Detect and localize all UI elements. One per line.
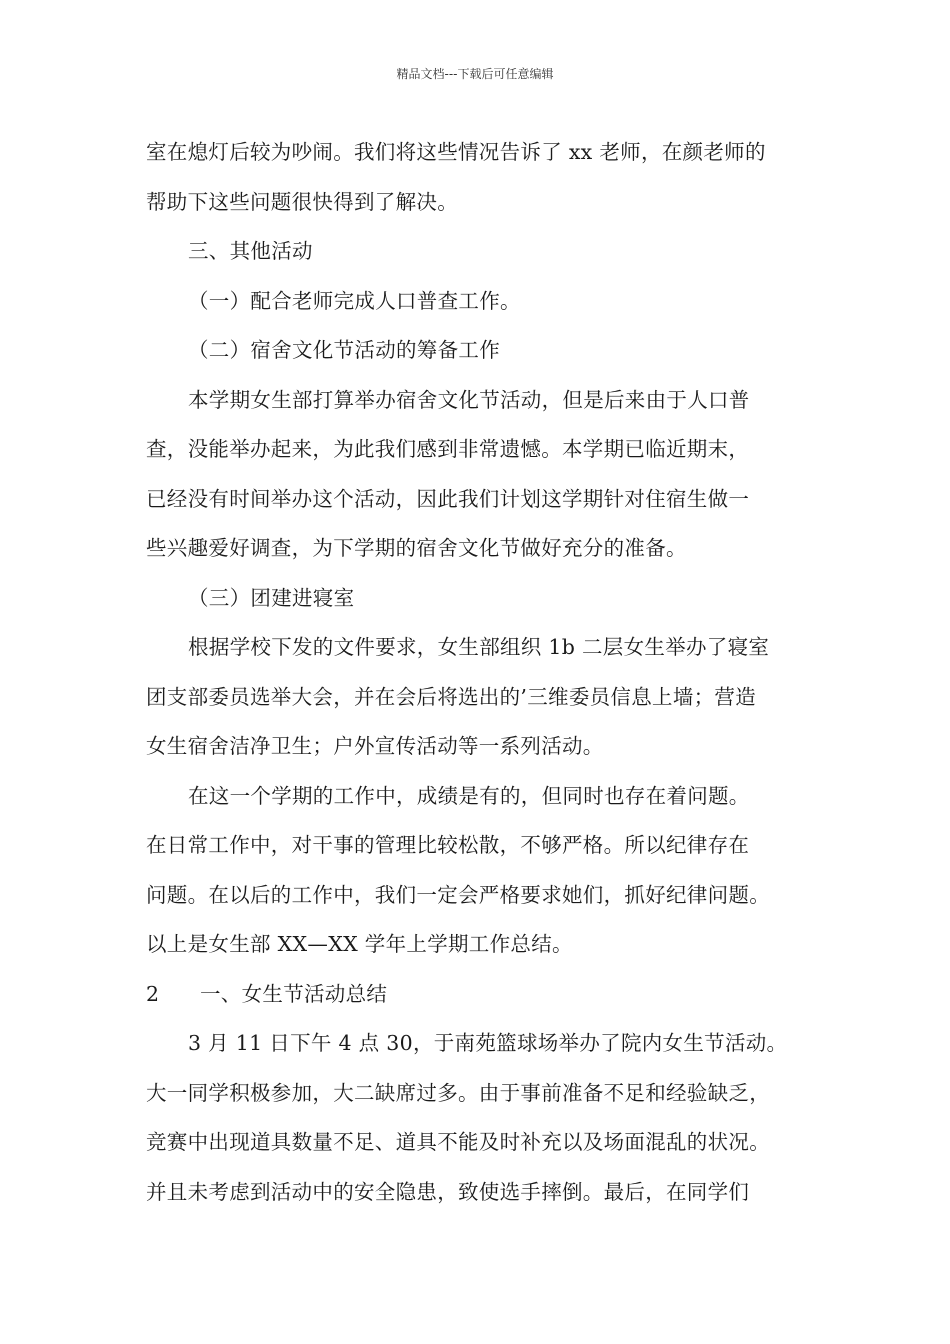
subsection-heading: （三）团建进寝室 [188,585,355,610]
paragraph-line: 大一同学积极参加，大二缺席过多。由于事前准备不足和经验缺乏， [146,1080,770,1105]
paragraph-line: 室在熄灯后较为吵闹。我们将这些情况告诉了 xx 老师，在颜老师的 [146,140,766,164]
paragraph-line: 女生宿舍洁净卫生；户外宣传活动等一系列活动。 [146,734,604,758]
paragraph-line: 帮助下这些问题很快得到了解决。 [146,189,458,214]
paragraph-line: 在这一个学期的工作中，成绩是有的，但同时也存在着问题。 [188,783,750,808]
subsection-heading: （二）宿舍文化节活动的筹备工作 [188,338,500,362]
paragraph-line: 3 月 11 日下午 4 点 30，于南苑篮球场举办了院内女生节活动。 [188,1031,788,1055]
document-body [146,136,826,1225]
paragraph-line: 以上是女生部 XX—XX 学年上学期工作总结。 [146,932,573,956]
paragraph-line: 已经没有时间举办这个活动，因此我们计划这学期针对住宿生做一 [146,486,750,511]
paragraph-line: 竞赛中出现道具数量不足、道具不能及时补充以及场面混乱的状况。 [146,1130,770,1154]
section-number: 2 [146,981,160,1006]
numbered-section-heading [146,978,826,1028]
paragraph-line: 在日常工作中，对干事的管理比较松散，不够严格。所以纪律存在 [146,833,750,857]
page-header: 精品文档---下载后可任意编辑 [396,67,554,81]
paragraph-line: 并且未考虑到活动中的安全隐患，致使选手摔倒。最后，在同学们 [146,1179,750,1204]
subsection-heading: （一）配合老师完成人口普查工作。 [188,288,521,313]
section-heading: 三、其他活动 [188,239,313,263]
paragraph-line: 问题。在以后的工作中，我们一定会严格要求她们，抓好纪律问题。 [146,882,770,907]
paragraph-line: 团支部委员选举大会，并在会后将选出的’三维委员信息上墙；营造 [146,684,757,709]
paragraph-line: 查，没能举办起来，为此我们感到非常遗憾。本学期已临近期末， [146,437,750,461]
paragraph-line: 本学期女生部打算举办宿舍文化节活动，但是后来由于人口普 [188,387,750,412]
section-title: 一、女生节活动总结 [200,981,388,1006]
paragraph-line: 根据学校下发的文件要求，女生部组织 1b 二层女生举办了寝室 [188,635,770,659]
paragraph-line: 些兴趣爱好调查，为下学期的宿舍文化节做好充分的准备。 [146,536,687,560]
